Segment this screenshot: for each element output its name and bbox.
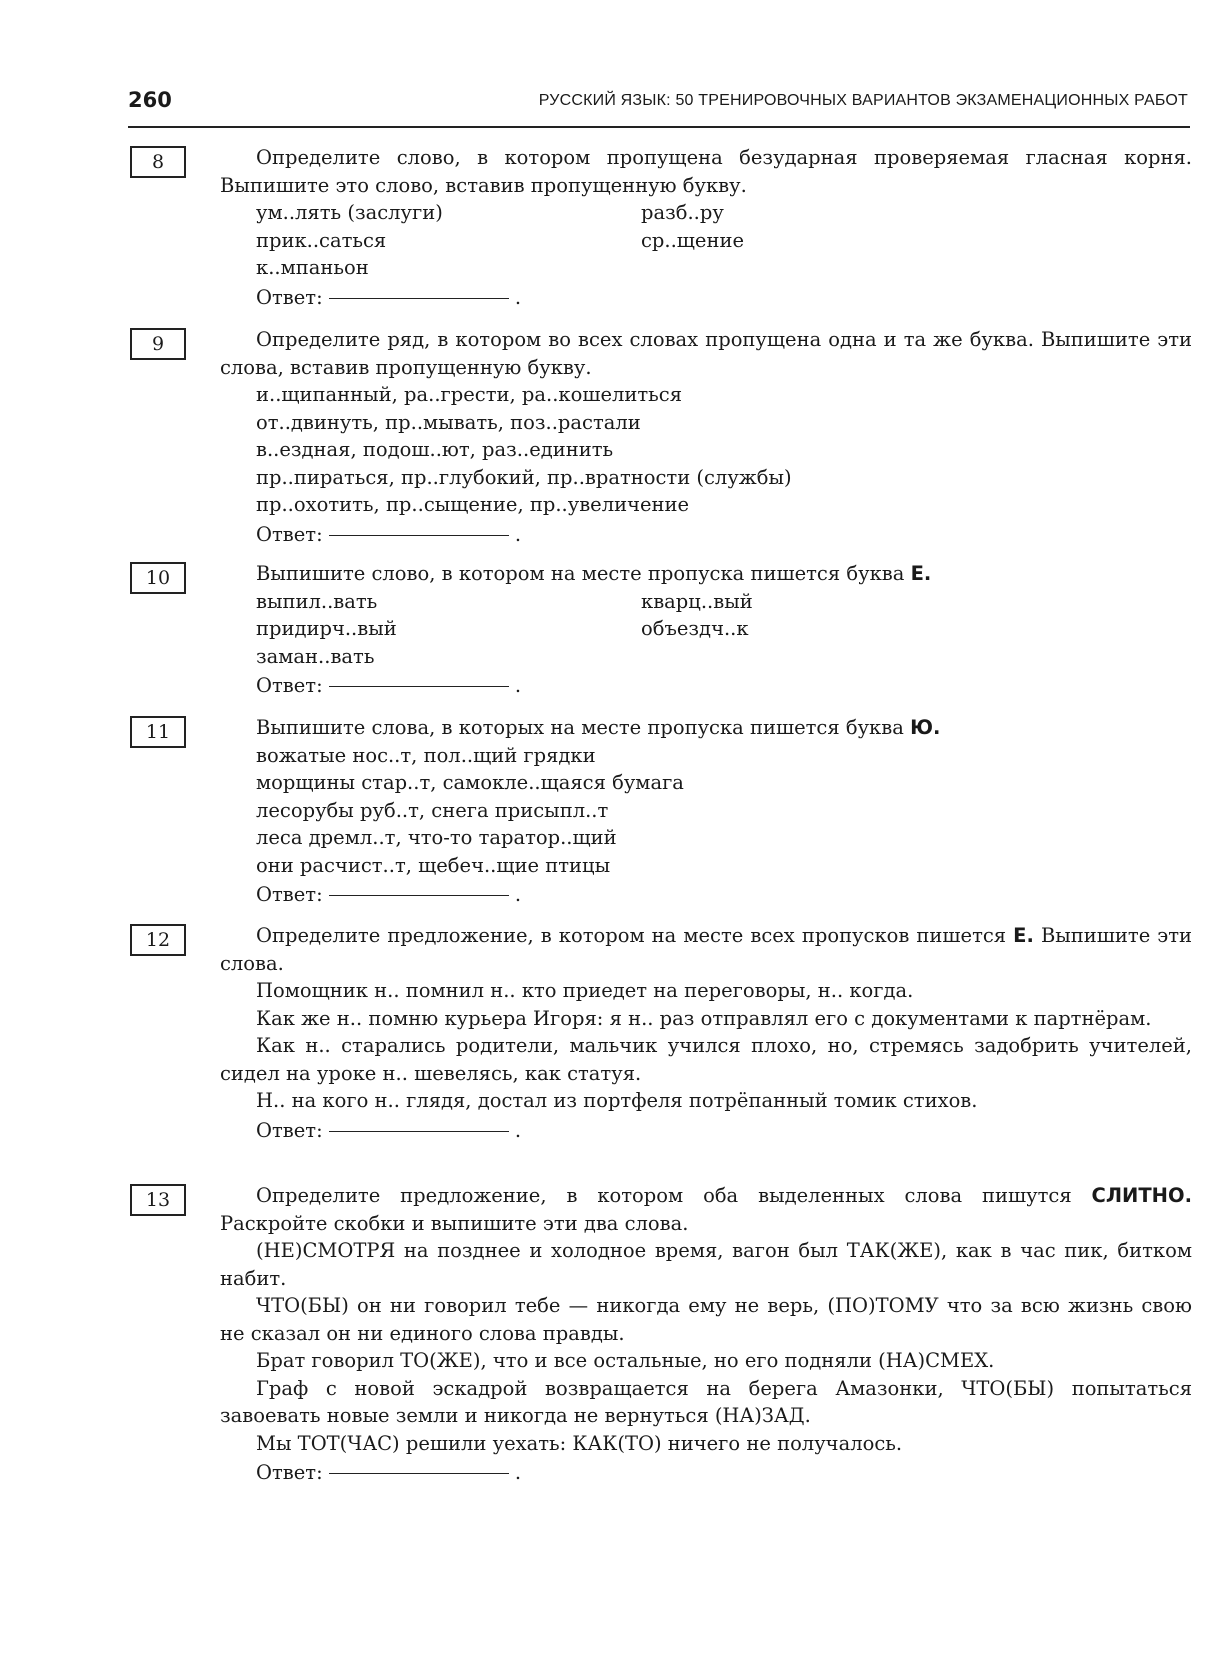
answer-blank[interactable] <box>329 298 509 299</box>
answer-line: Ответ: . <box>256 883 522 906</box>
word-option: придирч..вый <box>256 617 397 640</box>
sentence-option: Как же н.. помню курьера Игоря: я н.. раз отправлял его с документами к партнёрам. <box>256 1006 1152 1030</box>
word-options <box>220 588 1192 671</box>
word-row: морщины стар..т, самокле..щаяся бумага <box>256 771 684 794</box>
word-row: и..щипанный, ра..грести, ра..кошелиться <box>256 383 683 406</box>
word-options <box>220 199 1192 282</box>
sentence-option: Как н.. старались родители, мальчик учился плохо, но, стремясь задобрить учителей, сидел на уроке н.. шевелясь, как статуя. <box>220 1034 1192 1085</box>
task-number-box: 10 <box>130 562 186 594</box>
task-prompt: Определите слово, в котором пропущена безударная проверяемая гласная корня. Выпишите это слово, вставив пропущенную букву. <box>220 146 1192 197</box>
word-option: ср..щение <box>641 228 745 252</box>
task-8 <box>130 144 1192 311</box>
answer-line: Ответ: . <box>256 674 522 697</box>
word-option: ум..лять (заслуги) <box>256 201 443 224</box>
task-number-box: 11 <box>130 716 186 748</box>
sentence-option: ЧТО(БЫ) он ни говорил тебе — никогда ему не верь, (ПО)ТОМУ что за всю жизнь свою не сказал он ни единого слова правды. <box>220 1294 1192 1345</box>
emphasis-word: СЛИТНО. <box>1091 1184 1192 1207</box>
sentence-option: Помощник н.. помнил н.. кто приедет на переговоры, н.. когда. <box>256 979 914 1002</box>
word-option: к..мпаньон <box>256 256 369 279</box>
answer-blank[interactable] <box>329 535 509 536</box>
answer-line: Ответ: . <box>256 1118 522 1142</box>
sentence-option: Н.. на кого н.. глядя, достал из портфеля потрёпанный томик стихов. <box>256 1089 978 1112</box>
word-option: прик..саться <box>256 228 387 252</box>
word-option: объездч..к <box>641 617 749 640</box>
word-row: леса дремл..т, что-то таратор..щий <box>256 826 617 849</box>
word-option: кварц..вый <box>641 589 753 613</box>
task-9 <box>130 326 1192 548</box>
task-11 <box>130 714 1192 909</box>
task-10 <box>130 560 1192 700</box>
word-option: разб..ру <box>641 201 724 224</box>
word-option: выпил..вать <box>256 589 378 613</box>
task-prompt: Выпишите слово, в котором на месте пропуска пишется буква Е. <box>256 562 932 585</box>
task-prompt: Определите предложение, в котором оба выделенных слова пишутся СЛИТНО. Раскройте скобки и выпишите эти два слова. <box>220 1184 1192 1235</box>
answer-blank[interactable] <box>329 1473 509 1474</box>
answer-blank[interactable] <box>329 1131 509 1132</box>
target-letter: Ю. <box>910 716 941 739</box>
task-prompt: Определите ряд, в котором во всех словах пропущена одна и та же буква. Выпишите эти слова, вставив пропущенную букву. <box>220 328 1192 379</box>
running-title: РУССКИЙ ЯЗЫК: 50 ТРЕНИРОВОЧНЫХ ВАРИАНТОВ ЭКЗАМЕНАЦИОННЫХ РАБОТ <box>538 92 1188 109</box>
answer-line: Ответ: . <box>256 1461 522 1484</box>
task-number-box: 12 <box>130 924 186 956</box>
sentence-option: Граф с новой эскадрой возвращается на берега Амазонки, ЧТО(БЫ) попытаться завоевать новые земли и никогда не вернуться (НА)ЗАД. <box>220 1376 1192 1427</box>
task-13 <box>130 1182 1192 1487</box>
target-letter: Е. <box>1013 924 1034 947</box>
word-row: пр..пираться, пр..глубокий, пр..вратности (службы) <box>256 465 792 489</box>
sentence-option: (НЕ)СМОТРЯ на позднее и холодное время, вагон был ТАК(ЖЕ), как в час пик, битком набит. <box>220 1239 1192 1290</box>
task-12 <box>130 922 1192 1144</box>
word-option: заман..вать <box>256 644 375 668</box>
task-number-box: 8 <box>130 146 186 178</box>
page-number: 260 <box>128 88 172 112</box>
answer-blank[interactable] <box>329 686 509 687</box>
word-row: лесорубы руб..т, снега присыпл..т <box>256 798 609 822</box>
task-prompt: Выпишите слова, в которых на месте пропуска пишется буква Ю. <box>256 716 941 739</box>
word-row: они расчист..т, щебеч..щие птицы <box>256 853 611 877</box>
task-number-box: 9 <box>130 328 186 360</box>
task-number-box: 13 <box>130 1184 186 1216</box>
word-row: в..ездная, подош..ют, раз..единить <box>256 438 614 461</box>
sentence-option: Брат говорил ТО(ЖЕ), что и все остальные, но его подняли (НА)СМЕХ. <box>256 1349 995 1372</box>
answer-line: Ответ: . <box>256 522 522 546</box>
page-header <box>128 88 1190 128</box>
word-row: вожатые нос..т, пол..щий грядки <box>256 743 596 767</box>
word-row: пр..охотить, пр..сыщение, пр..увеличение <box>256 493 690 516</box>
answer-line: Ответ: . <box>256 285 522 309</box>
word-row: от..двинуть, пр..мывать, поз..растали <box>256 410 641 434</box>
answer-blank[interactable] <box>329 895 509 896</box>
target-letter: Е. <box>910 562 932 585</box>
sentence-option: Мы ТОТ(ЧАС) решили уехать: КАК(ТО) ничего не получалось. <box>256 1431 903 1455</box>
task-prompt: Определите предложение, в котором на месте всех пропусков пишется Е. Выпишите эти слова. <box>220 924 1193 975</box>
